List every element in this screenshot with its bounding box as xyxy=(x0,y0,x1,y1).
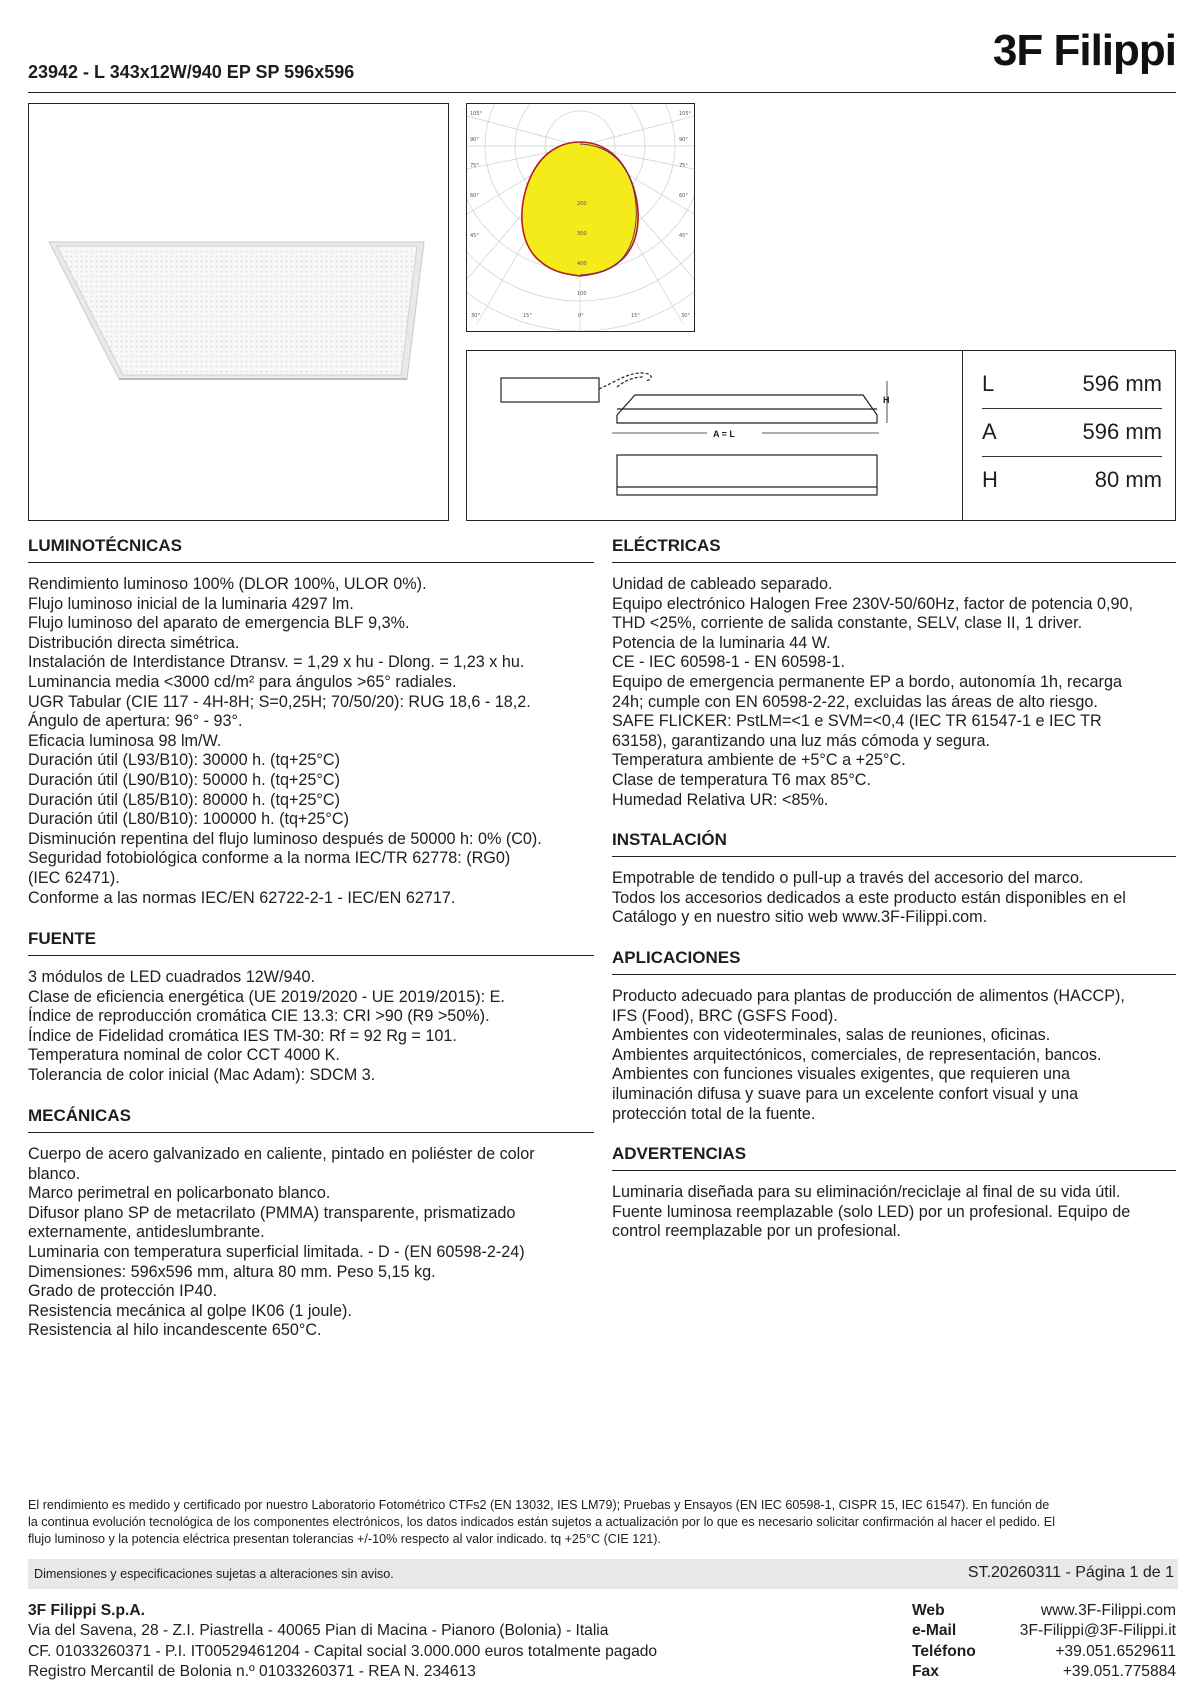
section-title-aplicaciones: APLICACIONES xyxy=(612,948,741,967)
footnote-line: El rendimiento es medido y certificado por nuestro Laboratorio Fotométrico CTFs2 (EN 13032, IES LM79); Pruebas y Ensayos (EN IEC 60598-1, CISPR 15, IEC 61547). En función de xyxy=(28,1498,1050,1512)
product-title: 23942 - L 343x12W/940 EP SP 596x596 xyxy=(28,62,355,82)
spec-line: Rendimiento luminoso 100% (DLOR 100%, ULOR 0%). xyxy=(28,575,427,593)
spec-line: Equipo de emergencia permanente EP a bordo, autonomía 1h, recarga xyxy=(612,672,1122,691)
spec-line: Producto adecuado para plantas de producción de alimentos (HACCP), xyxy=(612,987,1125,1005)
spec-line: Luminancia media <3000 cd/m² para ángulos >65° radiales. xyxy=(28,672,457,691)
spec-line: SAFE FLICKER: PstLM=<1 e SVM=<0,4 (IEC TR 61547-1 e IEC TR xyxy=(612,712,1102,731)
certification-footnote xyxy=(28,1497,1178,1548)
dimensions-panel xyxy=(466,350,1176,521)
polar-bottom-label: 15° xyxy=(523,313,532,319)
spec-line: Distribución directa simétrica. xyxy=(28,633,240,652)
contact-info xyxy=(912,1601,1176,1683)
polar-radial-label: 400 xyxy=(577,261,587,267)
email-link[interactable]: 3F-Filippi@3F-Filippi.it xyxy=(1019,1622,1176,1640)
polar-angle-label-right: 60° xyxy=(679,193,688,199)
polar-bottom-label: 30° xyxy=(681,313,690,319)
spec-line: Todos los accesorios dedicados a este producto están disponibles en el xyxy=(612,888,1126,907)
polar-angle-label-left: 45° xyxy=(470,233,479,239)
contact-row-web xyxy=(912,1601,1176,1621)
spec-line: Tolerancia de color inicial (Mac Adam): SDCM 3. xyxy=(28,1065,376,1084)
contact-row-phone xyxy=(912,1642,1176,1662)
dimension-value: 80 mm xyxy=(1094,467,1162,492)
spec-line: protección total de la fuente. xyxy=(612,1104,816,1123)
spec-line: Ambientes con videoterminales, salas de reuniones, oficinas. xyxy=(612,1026,1051,1045)
contact-label: Teléfono xyxy=(912,1642,976,1660)
company-address: Via del Savena, 28 - Z.I. Piastrella - 40065 Pian di Macina - Pianoro (Bolonia) - Italia xyxy=(28,1622,609,1640)
polar-radial-label: 200 xyxy=(577,201,587,207)
contact-label: Fax xyxy=(912,1663,939,1681)
spec-line: Ambientes con funciones visuales exigentes, que requieren una xyxy=(612,1065,1071,1084)
polar-angle-label-left: 105° xyxy=(470,111,483,117)
spec-line: Seguridad fotobiológica conforme a la norma IEC/TR 62778: (RG0) xyxy=(28,849,511,868)
section-title-fuente: FUENTE xyxy=(28,929,96,948)
spec-line: (IEC 62471). xyxy=(28,868,120,887)
contact-row-fax xyxy=(912,1662,1176,1682)
spec-line: Marco perimetral en policarbonato blanco. xyxy=(28,1184,331,1203)
spec-line: Resistencia al hilo incandescente 650°C. xyxy=(28,1321,322,1340)
spec-line: control reemplazable por un profesional. xyxy=(612,1222,901,1241)
spec-line: 3 módulos de LED cuadrados 12W/940. xyxy=(28,968,316,986)
section-body-advertencias xyxy=(612,1183,1130,1242)
footnote-line: la continua evolución tecnológica de los componentes electrónicos, los datos indicados están sujetos a actualización por lo que es necesario solicitar confirmación al hacer el pedido. El xyxy=(28,1515,1055,1529)
section-body-instalacion xyxy=(612,869,1126,928)
dimension-key: A xyxy=(982,419,997,444)
spec-line: Duración útil (L85/B10): 80000 h. (tq+25°C) xyxy=(28,790,340,809)
polar-angle-label-right: 105° xyxy=(679,111,692,117)
section-title-electricas: ELÉCTRICAS xyxy=(612,536,721,555)
contact-label: Web xyxy=(912,1602,945,1619)
company-name: 3F Filippi S.p.A. xyxy=(28,1602,145,1619)
company-tax-info: CF. 01033260371 - P.I. IT00529461204 - Capital social 3.000.000 euros totalmente pagado xyxy=(28,1642,658,1660)
disclaimer-bar xyxy=(28,1559,1178,1589)
spec-line: Duración útil (L90/B10): 50000 h. (tq+25°C) xyxy=(28,770,340,789)
dimensions-separator xyxy=(962,351,963,520)
section-title-luminotecnicas: LUMINOTÉCNICAS xyxy=(28,536,182,555)
section-body-fuente xyxy=(28,968,505,1086)
spec-line: Unidad de cableado separado. xyxy=(612,575,833,593)
spec-line: Duración útil (L93/B10): 30000 h. (tq+25°C) xyxy=(28,751,340,770)
spec-line: Flujo luminoso inicial de la luminaria 4297 lm. xyxy=(28,594,354,613)
spec-line: Índice de Fidelidad cromática IES TM-30: Rf = 92 Rg = 101. xyxy=(28,1026,457,1045)
spec-line: Luminaria diseñada para su eliminación/reciclaje al final de su vida útil. xyxy=(612,1183,1121,1201)
polar-angle-label-left: 75° xyxy=(470,163,479,169)
spec-line: Difusor plano SP de metacrilato (PMMA) transparente, prismatizado xyxy=(28,1203,516,1222)
section-body-mecanicas xyxy=(28,1145,535,1341)
phone-value: +39.051.6529611 xyxy=(1055,1642,1176,1660)
spec-line: THD <25%, corriente de salida constante, SELV, clase II, 1 driver. xyxy=(612,614,1083,633)
website-link[interactable]: www.3F-Filippi.com xyxy=(1040,1602,1176,1619)
polar-angle-label-right: 90° xyxy=(679,137,688,143)
spec-line: Disminución repentina del flujo luminoso después de 50000 h: 0% (C0). xyxy=(28,829,542,848)
footnote-line: flujo luminoso y la potencia eléctrica presentan tolerancias +/-10% respecto al valor indicado. tq +25°C (CIE 121). xyxy=(28,1532,661,1546)
spec-line: 24h; cumple con EN 60598-2-22, excluidas las áreas de alto riesgo. xyxy=(612,692,1098,711)
spec-line: Instalación de Interdistance Dtransv. = 1,29 x hu - Dlong. = 1,23 x hu. xyxy=(28,653,525,672)
polar-bottom-label: 15° xyxy=(631,313,640,319)
dimension-value: 596 mm xyxy=(1082,419,1162,444)
luminaire-image xyxy=(29,104,448,520)
spec-line: Potencia de la luminaria 44 W. xyxy=(612,633,831,652)
dimension-value: 596 mm xyxy=(1082,371,1162,396)
spec-line: blanco. xyxy=(28,1164,81,1183)
spec-line: Flujo luminoso del aparato de emergencia BLF 9,3%. xyxy=(28,614,410,633)
spec-line: Catálogo y en nuestro sitio web www.3F-Filippi.com. xyxy=(612,908,988,927)
technical-drawing xyxy=(467,351,961,520)
spec-line: externamente, antideslumbrante. xyxy=(28,1223,265,1242)
section-title-mecanicas: MECÁNICAS xyxy=(28,1106,131,1125)
spec-line: Dimensiones: 596x596 mm, altura 80 mm. Peso 5,15 kg. xyxy=(28,1262,436,1281)
height-dimension-label: H xyxy=(883,395,890,405)
dimension-key: H xyxy=(982,467,998,492)
company-registry: Registro Mercantil de Bolonia n.º 01033260371 - REA N. 234613 xyxy=(28,1663,476,1681)
spec-line: Temperatura ambiente de +5°C a +25°C. xyxy=(612,751,906,770)
spec-line: iluminación difusa y suave para un excelente confort visual y una xyxy=(612,1084,1079,1103)
dimension-key: L xyxy=(982,371,995,396)
spec-line: IFS (Food), BRC (GSFS Food). xyxy=(612,1006,838,1025)
spec-line: Resistencia mecánica al golpe IK06 (1 joule). xyxy=(28,1301,352,1320)
spec-line: Cuerpo de acero galvanizado en caliente, pintado en poliéster de color xyxy=(28,1145,535,1163)
polar-bottom-label: 0° xyxy=(578,313,584,319)
polar-bottom-label: 30° xyxy=(471,313,480,319)
spec-line: Índice de reproducción cromática CIE 13.3: CRI >90 (R9 >50%). xyxy=(28,1007,490,1026)
spec-line: CE - IEC 60598-1 - EN 60598-1. xyxy=(612,653,846,672)
spec-line: Luminaria con temperatura superficial limitada. - D - (EN 60598-2-24) xyxy=(28,1242,525,1261)
spec-line: 63158), garantizando una luz más cómoda y segura. xyxy=(612,731,990,750)
spec-line: Grado de protección IP40. xyxy=(28,1282,217,1301)
polar-curve-c0 xyxy=(522,142,638,276)
contact-label: e-Mail xyxy=(912,1622,957,1640)
spec-line: Eficacia luminosa 98 lm/W. xyxy=(28,731,222,750)
product-photo xyxy=(28,103,449,521)
section-body-aplicaciones xyxy=(612,987,1125,1124)
spec-line: Empotrable de tendido o pull-up a través del accesorio del marco. xyxy=(612,869,1084,887)
section-body-electricas xyxy=(612,575,1133,810)
disclaimer-text: Dimensiones y especificaciones sujetas a alteraciones sin aviso. xyxy=(34,1567,394,1581)
page-reference: ST.20260311 - Página 1 de 1 xyxy=(967,1564,1174,1581)
spec-line: Ángulo de apertura: 96° - 93°. xyxy=(28,712,243,731)
spec-line: Fuente luminosa reemplazable (solo LED) por un profesional. Equipo de xyxy=(612,1202,1131,1221)
polar-angle-label-left: 90° xyxy=(470,137,479,143)
company-info xyxy=(28,1601,657,1683)
spec-line: Conforme a las normas IEC/EN 62722-2-1 - IEC/EN 62717. xyxy=(28,888,456,907)
spec-line: Equipo electrónico Halogen Free 230V-50/60Hz, factor de potencia 0,90, xyxy=(612,594,1134,613)
section-title-advertencias: ADVERTENCIAS xyxy=(612,1144,747,1163)
spec-line: Temperatura nominal de color CCT 4000 K. xyxy=(28,1046,340,1065)
section-title-instalacion: INSTALACIÓN xyxy=(612,830,727,849)
spec-line: Humedad Relativa UR: <85%. xyxy=(612,790,829,809)
brand-logo: 3F Filippi xyxy=(992,26,1176,75)
photometric-polar-diagram xyxy=(466,103,695,332)
header-divider xyxy=(28,92,1176,93)
polar-radial-label: 300 xyxy=(577,231,587,237)
polar-angle-label-left: 60° xyxy=(470,193,479,199)
polar-angle-label-right: 75° xyxy=(679,163,688,169)
polar-radial-label: 100 xyxy=(577,291,587,297)
spec-line: Clase de temperatura T6 max 85°C. xyxy=(612,770,871,789)
section-body-luminotecnicas xyxy=(28,575,542,908)
contact-row-email xyxy=(912,1621,1176,1641)
front-profile xyxy=(617,455,877,495)
width-dimension-label: A = L xyxy=(713,429,735,439)
fax-value: +39.051.775884 xyxy=(1062,1663,1176,1681)
spec-line: UGR Tabular (CIE 117 - 4H-8H; S=0,25H; 70/50/20): RUG 18,6 - 18,2. xyxy=(28,692,531,711)
spec-line: Clase de eficiencia energética (UE 2019/2020 - UE 2019/2015): E. xyxy=(28,987,505,1006)
spec-line: Ambientes arquitectónicos, comerciales, de representación, bancos. xyxy=(612,1045,1102,1064)
polar-angle-label-right: 45° xyxy=(679,233,688,239)
driver-box xyxy=(501,378,599,402)
spec-line: Duración útil (L80/B10): 100000 h. (tq+25°C) xyxy=(28,810,349,829)
